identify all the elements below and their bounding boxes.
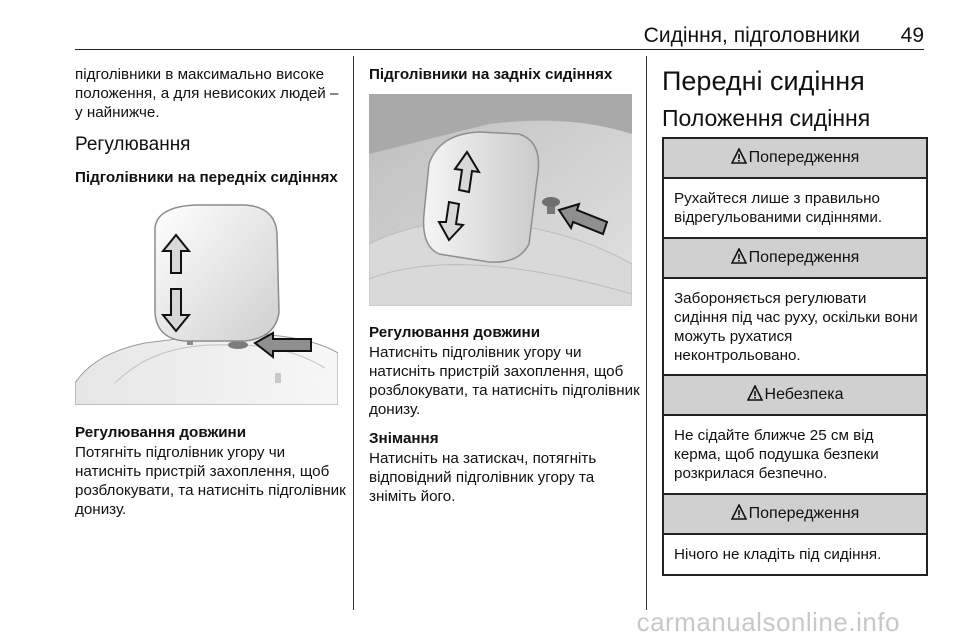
page-number: 49 <box>900 24 924 47</box>
front-headrest-illustration <box>75 193 338 405</box>
warning-text: Нічого не кладіть під сидіння. <box>674 546 882 563</box>
front-headrests-subheading: Підголівники на передніх сидіннях <box>75 169 338 186</box>
warning-box-heading <box>664 139 926 179</box>
section-heading: Регулювання <box>75 134 191 155</box>
rear-caption-title: Регулювання довжини <box>369 324 541 341</box>
warning-box-heading <box>664 239 926 279</box>
column-divider-1 <box>353 56 354 610</box>
header-rule <box>75 49 924 50</box>
danger-box <box>662 374 928 495</box>
warning-box-2 <box>662 237 928 377</box>
removal-title: Знімання <box>369 430 439 447</box>
warning-triangle-icon <box>731 248 747 264</box>
removal-text: Натисніть на затискач, потягніть відповідний підголівник угору та зніміть його. <box>369 450 597 505</box>
danger-label: Небезпека <box>764 386 844 403</box>
rear-caption-text: Натисніть підголівник угору чи натисніть пристрій захоплення, щоб розблокувати, та натисніть підголівник донизу. <box>369 344 640 418</box>
warning-text: Забороняється регулювати сидіння під час руху, оскільки вони можуть рухатися неконтрольовано. <box>674 290 918 364</box>
danger-text: Не сідайте ближче 25 см від керма, щоб подушка безпеки розкрилася безпечно. <box>674 427 879 482</box>
warning-triangle-icon <box>747 385 763 401</box>
front-seats-title: Передні сидіння <box>662 66 865 96</box>
running-header-title: Сидіння, підголовники <box>643 24 860 47</box>
front-caption-title: Регулювання довжини <box>75 424 247 441</box>
warning-box-1 <box>662 137 928 239</box>
warning-label: Попередження <box>748 149 860 166</box>
warning-box-3 <box>662 493 928 576</box>
danger-box-heading <box>664 376 926 416</box>
column-divider-2 <box>646 56 647 610</box>
warning-triangle-icon <box>731 148 747 164</box>
rear-headrest-illustration <box>369 94 632 306</box>
watermark: carmanualsonline.info <box>636 607 900 637</box>
warning-text: Рухайтеся лише з правильно відрегульованими сидіннями. <box>674 190 883 226</box>
warning-label: Попередження <box>748 505 860 522</box>
warning-triangle-icon <box>731 504 747 520</box>
rear-headrests-subheading: Підголівники на задніх сидіннях <box>369 66 613 83</box>
warning-box-heading <box>664 495 926 535</box>
front-caption-text: Потягніть підголівник угору чи натисніть пристрій захоплення, щоб розблокувати, та натисніть підголівник донизу. <box>75 444 346 518</box>
seat-position-subtitle: Положення сидіння <box>662 105 871 131</box>
intro-paragraph: підголівники в максимально високе положення, а для невисоких людей – у найнижче. <box>75 66 339 121</box>
warning-label: Попередження <box>748 249 860 266</box>
